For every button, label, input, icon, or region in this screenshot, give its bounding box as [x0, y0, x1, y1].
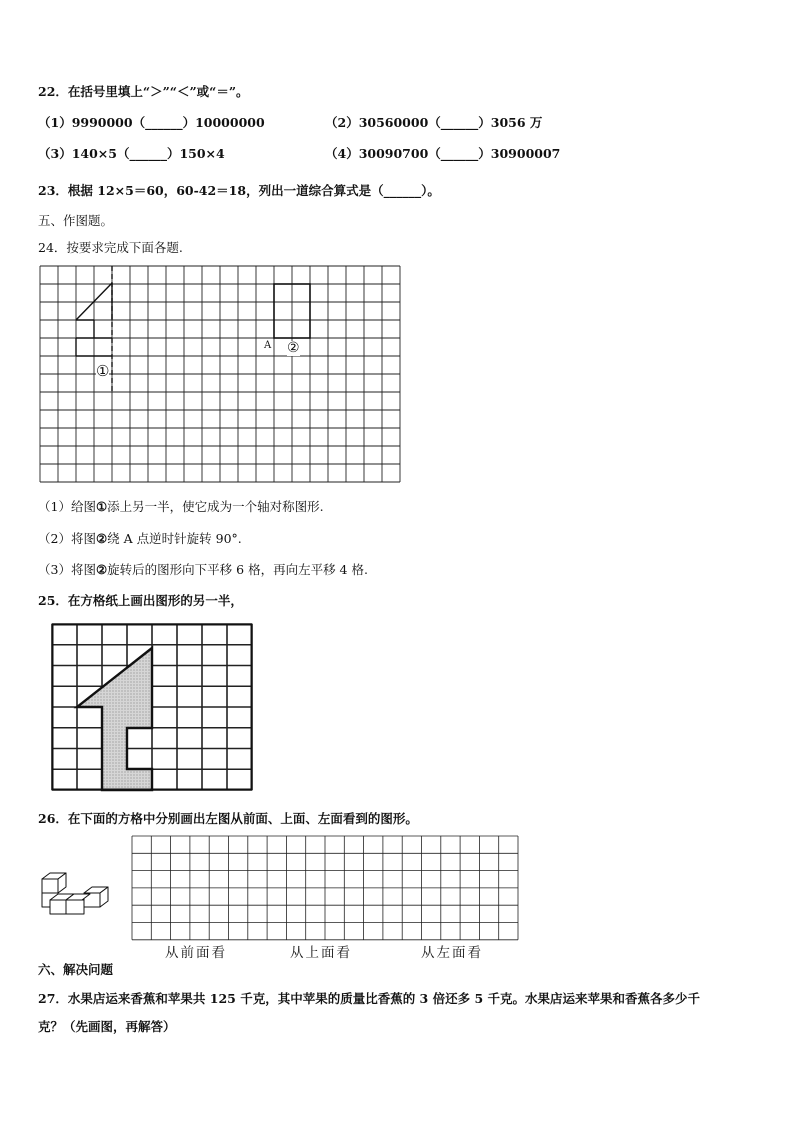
caption-front-view: 从前面看 — [165, 945, 227, 961]
q24-step1-text: 添上另一半，使它成为一个轴对称图形. — [107, 499, 324, 514]
q22-part2: （2）30560000（______）3056 万 — [325, 115, 543, 130]
q24-step1-marker: ① — [95, 499, 108, 514]
q26-title: 26．在下面的方格中分别画出左图从前面、上面、左面看到的图形。 — [38, 811, 418, 826]
q24-step3-marker: ② — [95, 562, 108, 577]
q25-grid-figure — [52, 624, 252, 790]
q23-title: 23．根据 12×5＝60，60-42＝18，列出一道综合算式是（______）。 — [38, 183, 440, 198]
q24-step1 — [38, 499, 324, 515]
q24-grid-figure — [40, 266, 402, 484]
q24-step3-text: 旋转后的图形向下平移 6 格，再向左平移 4 格. — [107, 562, 368, 577]
caption-top-view: 从上面看 — [290, 945, 352, 961]
q22-part4: （4）30090700（______）30900007 — [325, 146, 561, 161]
figure-one-marker: ① — [96, 362, 110, 380]
q24-step1-lead: （1）给图 — [38, 499, 96, 514]
q24-title: 24．按要求完成下面各题. — [38, 240, 183, 255]
caption-left-view: 从左面看 — [421, 945, 483, 961]
q24-step2 — [38, 531, 242, 547]
q27-line1: 27．水果店运来香蕉和苹果共 125 千克，其中苹果的质量比香蕉的 3 倍还多 5 千克。水果店运来苹果和香蕉各多少千 — [38, 991, 700, 1006]
q22-part1: （1）9990000（______）10000000 — [38, 115, 265, 130]
q26-answer-grid — [132, 836, 518, 940]
q24-step2-text: 绕 A 点逆时针旋转 90°. — [107, 531, 242, 546]
section-six-heading: 六、解决问题 — [38, 962, 114, 977]
q22-part3: （3）140×5（______）150×4 — [38, 146, 225, 161]
q24-step3-lead: （3）将图 — [38, 562, 96, 577]
figure-two-marker: ② — [287, 340, 300, 356]
point-a-label: A — [264, 340, 272, 351]
q24-step2-marker: ② — [95, 531, 108, 546]
q22-title: 22．在括号里填上“＞”“＜”或“＝”。 — [38, 84, 249, 99]
q25-title: 25．在方格纸上画出图形的另一半， — [38, 593, 243, 608]
cube-stack-figure — [38, 870, 110, 914]
q24-step3 — [38, 562, 368, 578]
section-five-heading: 五、作图题。 — [38, 213, 114, 228]
q24-step2-lead: （2）将图 — [38, 531, 96, 546]
q27-line2: 克？（先画图，再解答） — [38, 1019, 176, 1034]
